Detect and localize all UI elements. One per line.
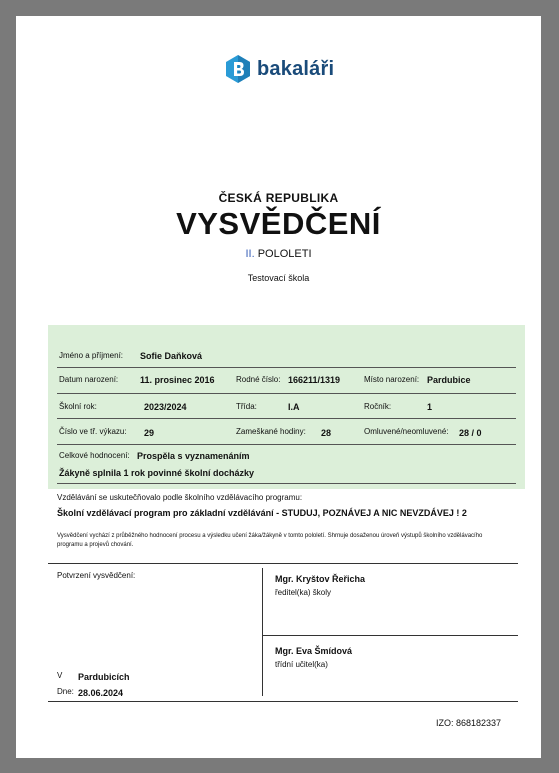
program-name: Školní vzdělávací program pro základní vzdělávání - STUDUJ, POZNÁVEJ A NIC NEVZDÁVEJ ! 2: [57, 508, 467, 518]
logo: [225, 54, 334, 84]
director-role: ředitel(ka) školy: [275, 588, 332, 597]
student-name: Sofie Daňková: [140, 351, 203, 361]
confirm-label: Potvrzení vysvědčení:: [57, 571, 136, 580]
report-no-value: 29: [144, 428, 155, 438]
row-birth: [57, 368, 516, 394]
country-heading: ČESKÁ REPUBLIKA: [218, 191, 339, 205]
pob-value: Pardubice: [427, 375, 471, 385]
grade-value: 1: [427, 402, 433, 412]
izo-number: IZO: 868182337: [436, 718, 502, 728]
dob-label: Datum narození:: [59, 375, 119, 384]
name-label: Jméno a příjmení:: [59, 351, 124, 360]
teacher-name: Mgr. Eva Šmídová: [275, 646, 353, 656]
rc-label: Rodné číslo:: [236, 375, 281, 384]
program-intro: Vzdělávání se uskutečňovalo podle školního vzdělávacího programu:: [57, 493, 303, 502]
absent-value: 28: [321, 428, 332, 438]
excused-label: Omluvené/neomluvené:: [364, 427, 449, 436]
grade-label: Ročník:: [364, 402, 392, 411]
director-name: Mgr. Kryštov Řeřicha: [275, 574, 366, 584]
row-name: [57, 345, 516, 368]
divider-vertical: [262, 568, 263, 696]
school-name: Testovací škola: [247, 273, 310, 283]
report-no-label: Číslo ve tř. výkazu:: [59, 427, 127, 436]
class-value: I.A: [288, 402, 300, 412]
term-rest: POLOLETI: [254, 248, 312, 260]
pob-label: Místo narození:: [364, 375, 420, 384]
student-info-panel: [48, 325, 525, 489]
rc-value: 166211/1319: [288, 375, 341, 385]
term-prefix: II.: [245, 248, 255, 260]
divider-bottom: [48, 701, 518, 702]
dob-value: 11. prosinec 2016: [140, 375, 215, 385]
year-label: Školní rok:: [59, 402, 97, 411]
divider-signatures: [262, 635, 518, 636]
certificate-page: [16, 16, 541, 758]
date-label: Dne:: [57, 687, 74, 696]
completion-text: Žákyně splnila 1 rok povinné školní docházky: [59, 468, 255, 478]
overall-value: Prospěla s vyznamenáním: [137, 451, 250, 461]
teacher-role: třídní učitel(ka): [275, 660, 328, 669]
date-value: 28.06.2024: [78, 688, 124, 698]
program-note: Vysvědčení vychází z průběžného hodnocení procesu a výsledku učení žáka/žákyně v tomto pololetí. Shrnuje dosaženou úroveň výstupů školního vzdělávacího programu a projevů chování.: [57, 533, 483, 548]
row-overall: [57, 445, 516, 484]
class-label: Třída:: [236, 402, 257, 411]
overall-label: Celkové hodnocení:: [59, 451, 130, 460]
document-title: VYSVĚDČENÍ: [176, 206, 381, 241]
excused-value: 28 / 0: [459, 428, 482, 438]
place-prefix: V: [57, 671, 63, 680]
bakalari-logo-icon: [225, 54, 251, 84]
term-label: [16, 248, 541, 260]
row-attendance: [57, 419, 516, 445]
row-year: [57, 394, 516, 419]
divider-top: [48, 563, 518, 564]
logo-text: bakaláři: [257, 57, 335, 80]
place-value: Pardubicích: [78, 672, 130, 682]
absent-label: Zameškané hodiny:: [236, 427, 306, 436]
year-value: 2023/2024: [144, 402, 187, 412]
